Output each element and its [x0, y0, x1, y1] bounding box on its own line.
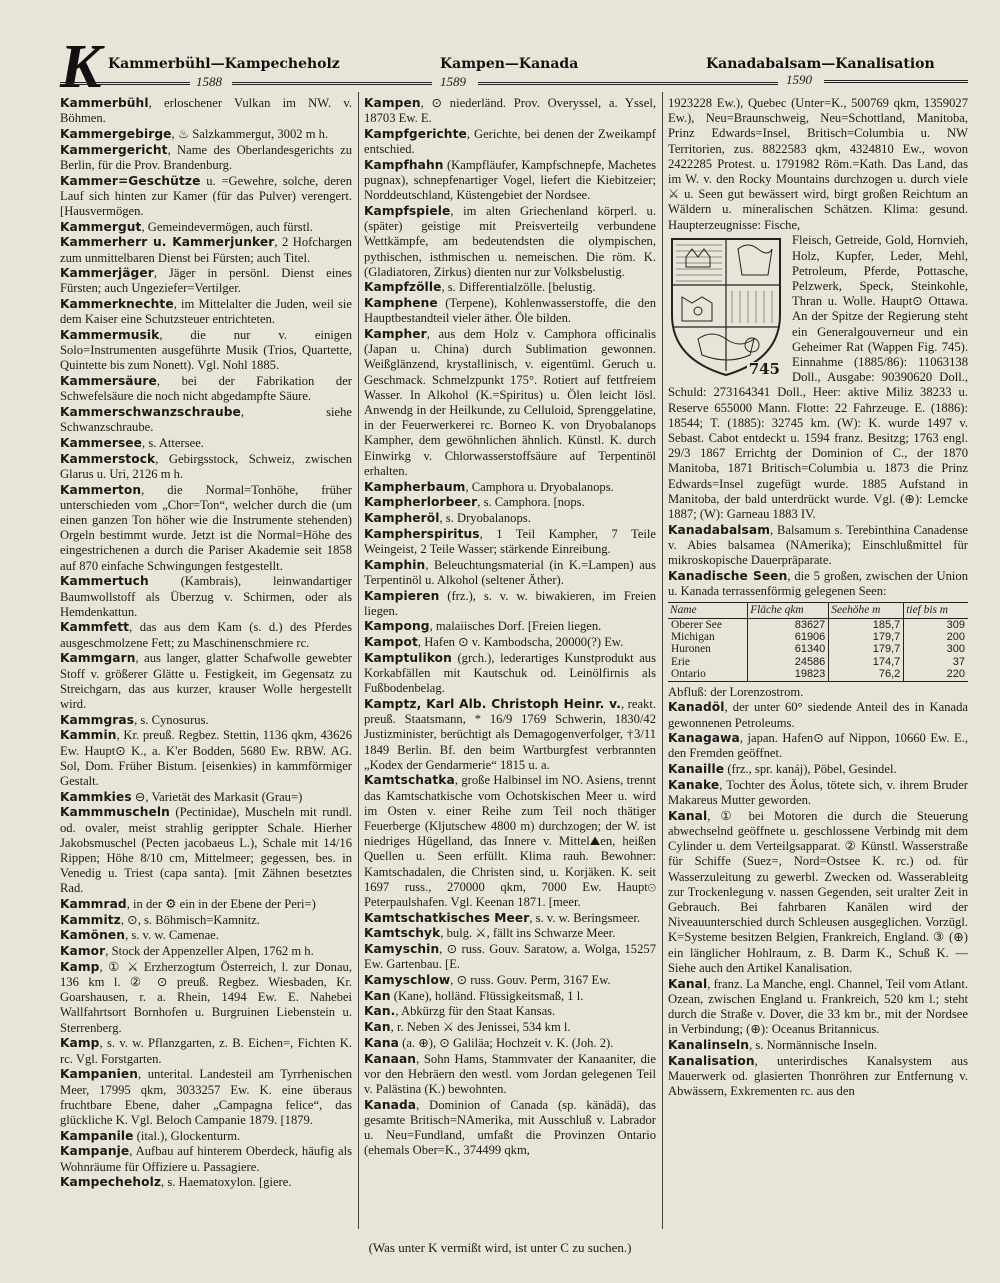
- entry-headword: Kampecheholz: [60, 1175, 162, 1190]
- entry-text: , Name des Oberlandesgerichts zu Berlin, für die Prov. Brandenburg.: [60, 142, 352, 172]
- entry-text: , japan. Hafen⊙ auf Nippon, 10660 Ew. E., den Fremden geöffnet.: [668, 731, 968, 761]
- entry-text: , bei der Fabrikation der Schwefelsäure die noch nicht abgedampfte Säure.: [60, 374, 352, 404]
- entry-text: , große Halbinsel im NO. Asiens, trennt das Kamtschatkische vom Ochotskischen Meer u. wird im Osten v. einer Reihe zum Teil noch thätiger Feuerberge (Kljutschew 4800 m) durchzogen; der W. ist niedriges Hügelland, das Innere v. Mittel⛰en, heißen Quellen u. Seen erfüllt. Klima rauh. Bewohner: Kamtschadalen, die Christen sind, u. Korjäken. K. seit 1697 russ., 270000 qkm, 7000 Ew. Haupt⊙ Peterpaulshafen. Vgl. Keenan 1871. [meer.: [364, 773, 656, 910]
- table-cell: 83627: [748, 618, 829, 631]
- page-number-left: 1588: [196, 74, 222, 89]
- entry-headword: Kampfgerichte: [364, 126, 467, 141]
- entry-text: u. =Gewehre, solche, deren Lauf sich hinten zur Kamer (für das Pulver) verengert. [Hausvermögen.: [60, 173, 352, 218]
- entry-text: , in der ⚙ ein in der Ebene der Peri=): [126, 897, 316, 912]
- entry-text: , Hafen ⊙ v. Kambodscha, 20000(?) Ew.: [417, 635, 624, 650]
- dictionary-entry: [364, 296, 656, 326]
- entry-headword: Kammerton: [60, 482, 142, 497]
- entry-text: (Kambrais), leinwandartiger Baumwollstoff als Überzug v. Schirmen, oder als Hemdenkattun.: [60, 574, 352, 619]
- entry-headword: Kampen: [364, 96, 421, 110]
- entry-text: , Camphora u. Dryobalanops.: [465, 479, 614, 494]
- entry-text: , Kr. preuß. Regbez. Stettin, 1136 qkm, 43626 Ew. Haupt⊙ K., a. K'er Bodden, 5680 Ew. RBW. AG. Sol, Dom. Früher Bistum. [eisenkies) in kammförmiger Gestalt.: [60, 728, 352, 788]
- entry-text: , reakt. preuß. Staatsmann, * 16/9 1769 Schwerin, 1830/42 Justizminister, berüchtigt als Demagogenverfolger, †3/11 1849 Berlin. Bf. den beim Wartburgfest verbrannten „Kodex der Gendarmerie“ 1815 u. a.: [364, 696, 656, 772]
- header-rule-left-b: [232, 82, 432, 85]
- coat-of-arms-canada: [668, 235, 784, 379]
- entry-text: , s. v. w. Beringsmeer.: [529, 910, 641, 925]
- table-cell: 24586: [748, 656, 829, 668]
- dictionary-entry: [668, 1054, 968, 1100]
- figure-number: 745: [748, 360, 780, 379]
- dictionary-entry: [60, 266, 352, 296]
- entry-text: , bulg. ⚔, fällt ins Schwarze Meer.: [440, 926, 616, 941]
- dictionary-entry: [668, 809, 968, 976]
- table-cell: 19823: [748, 668, 829, 681]
- table-header-cell: Fläche qkm: [748, 603, 829, 618]
- dictionary-entry: [60, 944, 352, 959]
- entry-text: , aus langer, glatter Schafwolle gewebter Stoff v. größerer Glätte u. Festigkeit, im Gegensatz zu Streichgarn, das aus kurzer, krauser Wolle hergestellt wird.: [60, 651, 352, 711]
- table-cell: 61340: [748, 643, 829, 655]
- entry-headword: Kammin: [60, 728, 117, 743]
- dictionary-entry: [364, 1004, 656, 1019]
- entry-text: (frz.), s. v. w. biwakieren, im Freien liegen.: [364, 588, 656, 618]
- entry-headword: Kammrad: [60, 897, 127, 912]
- dictionary-entry: [60, 405, 352, 435]
- table-row: [668, 631, 968, 643]
- dictionary-entry: [364, 1098, 656, 1159]
- dictionary-entry: [364, 1020, 656, 1035]
- entry-headword: Kamp: [60, 959, 100, 974]
- entry-text: (frz., spr. kanáj), Pöbel, Gesindel.: [724, 762, 897, 777]
- dictionary-entry: [60, 483, 352, 574]
- dictionary-entry: [668, 685, 968, 700]
- dictionary-entry: [364, 527, 656, 557]
- dictionary-entry: [60, 790, 352, 805]
- entry-headword: Kampher: [364, 327, 427, 342]
- entry-text: , Gemeindevermögen, auch fürstl.: [141, 219, 313, 234]
- entry-text: (Kane), holländ. Flüssigkeitsmaß, 1 l.: [390, 988, 584, 1003]
- dictionary-entry: [668, 569, 968, 599]
- dictionary-entry: [60, 651, 352, 712]
- entry-text: Fleisch, Getreide, Gold, Hornvieh, Holz, Kupfer, Leder, Mehl, Petroleum, Pferde, Pottasche, Pelzwerk, Speck, Steinkohle, Thran u. Wolle. Haupt⊙ Ottawa. An der Spitze der Regierung steht ein Generalgouverneur und ein Geheimer Rat (Wappen Fig. 745). Einnahme (1885/86): 11063138 Doll., Ausgabe: 90390620 Doll., Schuld: 273164341 Doll., Heer: aktive Miliz 38233 u. Reserve 655000 Mann. Flotte: 22 Fahrzeuge. E. (1886): 18544; T. (1885): 32745 km. (W): K. wurde 1497 v. Sebast. Cabot entdeckt u. 1594 franz. Besitzg; 1763 engl. 29/3 1867 Errichtg der Dominion of C., der 1870 Manitoba, 1871 Britisch=Columbia u. 1873 die Prinz Edwards=Insel zugefügt wurde. 1885 Aufstand in Manitoba, der bald unterdrückt wurde. Vgl. (⊕): Lemcke 1887; (W): Garneau 1883 IV.: [668, 233, 968, 521]
- dictionary-entry: [364, 989, 656, 1004]
- entry-headword: Kampherlorbeer: [364, 495, 478, 510]
- entry-headword: Kammertuch: [60, 574, 149, 589]
- dictionary-entry: [60, 960, 352, 1036]
- column-1: [60, 96, 352, 1235]
- entry-text: , Dominion of Canada (sp. känädä), das gesamte Britisch=NAmerika, mit Ausschluß v. Labrador u. Neu=Fundland, umfaßt die Provinzen Ontario (ehemals Ober=K., 374499 qkm,: [364, 1097, 656, 1158]
- entry-text: , im alten Griechenland körperl. u. (später) geistige mit Preisverteilg verbundene Wettkämpfe, am bedeutendsten die olympischen, pythischen, isthmischen u. nemeischen. Die röm. K. (Gladiatoren, Zirkus) dienten nur zur Volksbelustig.: [364, 203, 656, 279]
- dictionary-entry: [60, 374, 352, 404]
- entry-headword: Kanake: [668, 777, 720, 792]
- entry-headword: Kammerschwanzschraube: [60, 405, 241, 420]
- entry-headword: Kampot: [364, 635, 418, 650]
- entry-text: , malaiisches Dorf. [Freien liegen.: [429, 619, 602, 634]
- entry-text: , Sohn Hams, Stammvater der Kanaaniter, die vor den Hebräern den westl. vom Jordan gelegenen Teil v. Palästina (K.) bewohnten.: [364, 1051, 656, 1096]
- dictionary-entry: [60, 127, 352, 142]
- table-cell: 309: [904, 618, 968, 631]
- dictionary-entry: [364, 480, 656, 495]
- dictionary-entry: [364, 327, 656, 479]
- entry-headword: Kammgarn: [60, 651, 136, 666]
- table-cell: 76,2: [829, 668, 904, 681]
- dictionary-entry: [668, 977, 968, 1038]
- entry-text: , erloschener Vulkan im NW. v. Böhmen.: [60, 96, 352, 126]
- entry-text: , unterital. Landesteil am Tyrrhenischen Meer, 17995 qkm, 3033257 Ew. K. eine überaus fruchtbare Ebene, daher „Campagna felice“, das glückliche K. Vgl. Beloch Campanie 1879. [1879.: [60, 1067, 352, 1127]
- table-header-cell: Seehöhe m: [829, 603, 904, 618]
- entry-text: , r. Neben ⚔ des Jenissei, 534 km l.: [390, 1020, 571, 1035]
- entry-text: , Tochter des Äolus, tötete sich, v. ihrem Bruder Makareus Mutter geworden.: [668, 777, 968, 808]
- dictionary-entry: [668, 96, 968, 233]
- table-cell: 300: [904, 643, 968, 655]
- dictionary-entry: [364, 1052, 656, 1098]
- entry-headword: Kammkies: [60, 789, 132, 804]
- dictionary-entry: [364, 635, 656, 650]
- dictionary-entry: [60, 913, 352, 928]
- dictionary-entry: [364, 96, 656, 126]
- dictionary-entry: [60, 452, 352, 482]
- entry-headword: Kamtschatka: [364, 773, 455, 788]
- entry-text: , Jäger in persönl. Dienst eines Fürsten; auch Ungeziefer=Vertilger.: [60, 266, 352, 296]
- entry-headword: Kammmuscheln: [60, 805, 170, 820]
- column-2: [364, 96, 656, 1235]
- entry-headword: Kanaille: [668, 762, 725, 777]
- center-running-head: Kampen—Kanada: [440, 56, 579, 72]
- entry-headword: Kammergut: [60, 219, 142, 234]
- entry-text: (a. ⊕), ⊙ Galiläa; Hochzeit v. K. (Joh. 2).: [398, 1035, 614, 1050]
- table-cell: 37: [904, 656, 968, 668]
- dictionary-entry: [60, 713, 352, 728]
- dictionary-entry: [60, 143, 352, 173]
- header-rule-right: [824, 80, 968, 83]
- entry-headword: Kamtschyk: [364, 926, 441, 941]
- entry-headword: Kanadische Seen: [668, 568, 788, 583]
- entry-text: (Terpene), Kohlenwasserstoffe, die den Hauptbestandteil vieler äther. Öle bilden.: [364, 296, 656, 326]
- dictionary-entry: [364, 511, 656, 526]
- entry-headword: Kampong: [364, 619, 430, 634]
- entry-headword: Kampieren: [364, 588, 440, 603]
- dictionary-entry: [60, 220, 352, 235]
- table-cell: Oberer See: [671, 618, 722, 631]
- entry-headword: Kammergericht: [60, 142, 168, 157]
- table-row: [668, 656, 968, 668]
- entry-headword: Kamp: [60, 1036, 100, 1051]
- dictionary-entry: [60, 928, 352, 943]
- page-number-center: 1589: [440, 74, 466, 89]
- header-rule-center: [478, 82, 778, 85]
- dictionary-entry: [60, 235, 352, 265]
- entry-headword: Kampherbaum: [364, 479, 466, 494]
- entry-text: , 1 Teil Kampher, 7 Teile Weingeist, 2 Teile Wasser; stärkende Einreibung.: [364, 526, 656, 556]
- entry-text: , s. v. w. Camenae.: [125, 928, 219, 943]
- column-3: [668, 96, 968, 1235]
- table-header-cell: Name: [668, 603, 748, 618]
- entry-text: , s. Dryobalanops.: [439, 510, 531, 525]
- entry-headword: Kampanien: [60, 1067, 139, 1082]
- entry-text: , ⊙, s. Böhmisch=Kamnitz.: [120, 912, 260, 927]
- dictionary-entry: [364, 773, 656, 910]
- table-cell: Huronen: [671, 643, 711, 656]
- entry-headword: Kammerjäger: [60, 266, 154, 281]
- entry-headword: Kammerstock: [60, 451, 156, 466]
- entry-text: (Pectinidae), Muscheln mit rundl. od. ovaler, meist strahlig gerippter Schale. Hierher Jakobsmuschel (Pecten jacobaeus L.), Schale mit 14/16 Rippen; Höhe 8/10 cm, Mittelmeer; gegessen, bes. in Venedig u. Triest (capa santa). [mit Zähnen besetztes Rad.: [60, 805, 352, 896]
- great-lakes-table: [668, 602, 968, 681]
- entry-headword: Kamphene: [364, 296, 438, 311]
- entry-headword: Kamtschatkisches Meer: [364, 910, 530, 925]
- dictionary-entry: [668, 762, 968, 777]
- section-initial-letter: K: [60, 33, 102, 101]
- entry-headword: Kamönen: [60, 928, 126, 943]
- page-number-right: 1590: [786, 72, 812, 87]
- entry-text: , ♨ Salzkammergut, 3002 m h.: [171, 126, 329, 141]
- entry-headword: Kanaan: [364, 1051, 417, 1066]
- dictionary-entry: [60, 328, 352, 374]
- entry-headword: Kamphin: [364, 557, 426, 572]
- entry-text: , siehe Schwanzschraube.: [60, 405, 352, 435]
- dictionary-entry: [60, 1144, 352, 1174]
- table-cell: 200: [904, 631, 968, 643]
- entry-headword: Kammerherr u. Kammerjunker: [60, 235, 275, 250]
- entry-headword: Kampfzölle: [364, 280, 442, 295]
- entry-headword: Kampanile: [60, 1128, 134, 1143]
- entry-headword: Kamptz, Karl Alb. Christoph Heinr. v.: [364, 696, 621, 711]
- dictionary-entry: [60, 96, 352, 126]
- entry-text: , Gebirgsstock, Schweiz, zwischen Glarus u. Uri, 2126 m h.: [60, 451, 352, 481]
- entry-headword: Kammersäure: [60, 374, 157, 389]
- entry-text: , Gerichte, bei denen der Zweikampf entschied.: [364, 126, 656, 157]
- entry-text: , unterirdisches Kanalsystem aus Mauerwerk od. glasierten Thonröhren zur Entfernung v. Abwässern, Exkrementen rc. aus den: [668, 1053, 968, 1098]
- dictionary-entry: [60, 1036, 352, 1066]
- dictionary-entry: [364, 619, 656, 634]
- table-cell: 179,7: [829, 643, 904, 655]
- entry-text: , ⊙ russ. Gouv. Perm, 3167 Ew.: [450, 973, 611, 988]
- entry-headword: Kan: [364, 1020, 391, 1035]
- entry-headword: Kan.: [364, 1004, 396, 1019]
- entry-text: , s. Normännische Inseln.: [749, 1037, 878, 1052]
- entry-headword: Kanal: [668, 808, 708, 823]
- dictionary-entry: [364, 158, 656, 204]
- entry-text: , die 5 großen, zwischen der Union u. Kanada terrassenförmig gelegenen Seen:: [668, 568, 968, 598]
- dictionary-entry: [364, 973, 656, 988]
- table-cell: Michigan: [671, 631, 715, 644]
- entry-headword: Kamyschin: [364, 942, 440, 957]
- entry-text: (Kampfläufer, Kampfschnepfe, Machetes pugnax), schnepfenartiger Vogel, liefert die Kiebitzeier; Norddeutschland, Küstengebiet der Nordsee.: [364, 157, 656, 203]
- entry-text: , der unter 60° siedende Anteil des in Kanada gewonnenen Petroleums.: [668, 700, 968, 730]
- left-running-head: Kammerbühl—Kampecheholz: [108, 56, 340, 72]
- dictionary-entry: [364, 495, 656, 510]
- entry-text: , s. v. w. Pflanzgarten, z. B. Eichen=, Fichten K. rc. Vgl. Forstgarten.: [60, 1036, 352, 1066]
- dictionary-entry: [364, 127, 656, 157]
- entry-headword: Kamyschlow: [364, 973, 451, 988]
- entry-text: (ital.), Glockenturm.: [133, 1128, 241, 1143]
- entry-text: , Aufbau auf hinterem Oberdeck, häufig als Wohnräume für Offiziere u. Passagiere.: [60, 1144, 352, 1174]
- entry-text: , Beleuchtungsmaterial (in K.=Lampen) aus Terpentinöl u. Alkohol (seltener Äther).: [364, 557, 656, 587]
- dictionary-entry: [60, 620, 352, 650]
- entry-headword: Kampfhahn: [364, 157, 444, 172]
- entry-headword: Kanalisation: [668, 1053, 755, 1068]
- table-row: [668, 643, 968, 655]
- entry-headword: Kammitz: [60, 912, 121, 927]
- entry-headword: Kammergebirge: [60, 126, 172, 141]
- entry-text: , s. Cynosurus.: [134, 712, 209, 727]
- dictionary-entry: [364, 558, 656, 588]
- entry-text: , ① bei Motoren die durch die Steuerung abwechselnd geöffnete u. geschlossene Verbindg mit dem Cylinder u. dem Verteilgsapparat. ② Künstl. Wasserstraße für Schiffe (Suez=, Nord=Ostsee K. rc.) od. für Wasserzuleitung zu gewerbl. Zwecken od. Wasserableitg zur Trockenlegung v. nassen Gegenden, seit uralter Zeit in Gebrauch. Bei fahrbaren Kanälen wird der Niveauunterschied durch Schleusen ausgeglichen. Vorzügl. K=Systeme besitzen Belgien, Frankreich, England. ③ (⊕) ein länglicher Hohlraum, z. B. Darm K., Schuß K. — Siehe auch den Artikel Kanalisation.: [668, 808, 968, 975]
- entry-headword: Kanada: [364, 1097, 417, 1112]
- dictionary-entry: [60, 1129, 352, 1144]
- entry-headword: Kampfspiele: [364, 203, 451, 218]
- dictionary-entry: [60, 1175, 352, 1190]
- dictionary-entry: [364, 926, 656, 941]
- entry-headword: Kanalinseln: [668, 1037, 750, 1052]
- table-cell: 174,7: [829, 656, 904, 668]
- entry-headword: Kammgras: [60, 712, 135, 727]
- entry-text: , aus dem Holz v. Camphora officinalis (Japan u. China) durch Sublimation gewonnen. Weißglänzend, krystallinisch, v. eigentüml. Geruch u. Geschmack. Schmelzpunkt 175°. Rotiert auf fettfreiem Wasser. In Alkohol (K.=Spiritus) u. Ölen leicht lösl. Anwendg in der Heilkunde, zu Celluloid, Sprenggelatine, in der Feuerwerkerei rc. Borneo K. von Dryobalanops Kampher, dem gewöhnlichen ähnlich. Künstl. K. durch Einwirkg v. Chlorwasserstoffsäure auf Terpentinöl erhalten.: [364, 327, 656, 478]
- entry-text: , s. Haematoxylon. [giere.: [161, 1175, 292, 1190]
- entry-headword: Kampherspiritus: [364, 526, 480, 541]
- entry-headword: Kamor: [60, 944, 106, 959]
- table-row: [668, 668, 968, 681]
- entry-headword: Kanadabalsam: [668, 522, 771, 537]
- dictionary-entry: [668, 523, 968, 569]
- table-cell: 179,7: [829, 631, 904, 643]
- table-cell: Ontario: [668, 668, 748, 681]
- entry-text: , die Normal=Tonhöhe, früher unterschieden vom „Chor=Ton“, welcher durch die (um einen ganzen Ton höher wie die Instrumente stehenden) Orgeln bestimmt wurde. Jetzt ist die Normal=Höhe des eingestrichenen a durch die Pariser Akademie seit 1858 auf 870 einfache Schwingungen festgestellt.: [60, 482, 352, 573]
- shield-icon: [668, 235, 784, 379]
- dictionary-entry: [364, 280, 656, 295]
- entry-text: , ① ⚔ Erzherzogtum Österreich, l. zur Donau, 136 km l. ② ⊙ preuß. Regbez. Wiesbaden, Kr. Goarshausen, r. a. Rhein, 1494 Ew. E. Nahebei Wallfahrtsort Bornhofen u. Burgruinen Liebenstein u. Sterrenberg.: [60, 959, 352, 1035]
- entry-headword: Kanagawa: [668, 731, 740, 746]
- entry-text: , die nur v. einigen Solo=Instrumenten ausgeführte Musik (Trios, Quartette, Quintette bis zum Nonett). Vgl. Nohl 1885.: [60, 328, 352, 373]
- dictionary-entry: [668, 700, 968, 730]
- table-header-cell: tief bis m: [904, 603, 968, 618]
- dictionary-entry: [60, 897, 352, 912]
- dictionary-entry: [60, 728, 352, 789]
- dictionary-entry: [364, 204, 656, 280]
- entry-text: (grch.), lederartiges Kunstprodukt aus Korkabfällen mit Kautschuk od. Leinölfirnis als Fußbodenbelag.: [364, 650, 656, 696]
- entry-headword: Kammermusik: [60, 328, 160, 343]
- dictionary-entry: [364, 697, 656, 773]
- dictionary-entry: [364, 651, 656, 697]
- header-rule-left-a: [60, 82, 190, 85]
- entry-text: , 2 Hofchargen zum unmittelbaren Dienst bei Fürsten; auch Titel.: [60, 235, 352, 265]
- entry-headword: Kamptulikon: [364, 650, 452, 665]
- entry-headword: Kammerbühl: [60, 96, 149, 110]
- dictionary-entry: [60, 574, 352, 620]
- entry-headword: Kammersee: [60, 435, 143, 450]
- entry-text: , Stock der Appenzeller Alpen, 1762 m h.: [105, 944, 314, 959]
- entry-headword: Kammerknechte: [60, 297, 174, 312]
- entry-headword: Kanal: [668, 976, 708, 991]
- entry-headword: Kammfett: [60, 620, 130, 635]
- dictionary-entry: [364, 942, 656, 972]
- dictionary-entry: [668, 778, 968, 808]
- entry-headword: Kammer=Geschütze: [60, 173, 201, 188]
- dictionary-entry: [60, 805, 352, 896]
- dictionary-entry: [364, 589, 656, 619]
- entry-headword: Kampheröl: [364, 510, 440, 525]
- page-footer-note: (Was unter K vermißt wird, ist unter C zu suchen.): [368, 1240, 632, 1255]
- entry-text: , das aus dem Kam (s. d.) des Pferdes ausgeschmolzene Fett; zu Maschinenschmiere rc.: [60, 620, 352, 650]
- entry-text: , s. Differentialzölle. [belustig.: [441, 280, 596, 295]
- right-running-head: Kanadabalsam—Kanalisation: [706, 56, 935, 72]
- dictionary-entry: [60, 436, 352, 451]
- entry-text: , s. Attersee.: [142, 435, 204, 450]
- entry-headword: Kana: [364, 1035, 399, 1050]
- dictionary-entry: [60, 1067, 352, 1128]
- table-cell: Erie: [671, 655, 690, 668]
- table-cell: 61906: [748, 631, 829, 643]
- entry-text: , ⊙ russ. Gouv. Saratow, a. Wolga, 15257 Ew. Gartenbau. [E.: [364, 942, 656, 972]
- entry-text: Abfluß: der Lorenzostrom.: [668, 684, 804, 699]
- dictionary-entry: [668, 1038, 968, 1053]
- entry-text: 1923228 Ew.), Quebec (Unter=K., 500769 qkm, 1359027 Ew.), Neu=Braunschweig, Neu=Schottland, Manitoba, Prinz Edwards=Insel, Britisch=Columbia u. NW Territorien, zus. 8822583 qkm, 4324810 Ew., wovon 2422285 Protest. u. 1791982 Röm.=Kath. Das Land, das im W. v. den Rocky Mountains durchzogen u. durch viele ⚔ u. Seen gut bewässert wird, birgt großen Reichtum an Wäldern u. mineralischen Schätzen. Klima: gesund. Haupterzeugnisse: Fische,: [668, 96, 968, 232]
- entry-text: , Balsamum s. Terebinthina Canadense v. Abies balsamea (NAmerika); Einschlußmittel für mikroskopische Dauerpräparate.: [668, 522, 968, 568]
- entry-headword: Kanadöl: [668, 700, 725, 715]
- entry-headword: Kan: [364, 988, 391, 1003]
- entry-headword: Kampanje: [60, 1144, 130, 1159]
- table-row: [668, 618, 968, 631]
- entry-text: , ⊙ niederländ. Prov. Overyssel, a. Yssel, 18703 Ew. E.: [364, 96, 656, 126]
- entry-text: , s. Camphora. [nops.: [477, 495, 585, 510]
- entry-text: , im Mittelalter die Juden, weil sie dem Kaiser eine Schutzsteuer entrichteten.: [60, 297, 352, 327]
- table-cell: 185,7: [829, 618, 904, 631]
- dictionary-entry: [364, 1036, 656, 1051]
- dictionary-entry: [60, 174, 352, 220]
- table-cell: 220: [904, 668, 968, 681]
- column-divider-1: [358, 92, 359, 1229]
- dictionary-entry: [60, 297, 352, 327]
- entry-text: , franz. La Manche, engl. Channel, Teil vom Atlant. Ozean, zwischen England u. Frankreich, 520 km l.; steht durch die Straße v. Dover, die 33 km br., mit der Nordsee in Verbindung; (⊕): Oceanus Britannicus.: [668, 976, 968, 1037]
- entry-text: ⊖, Varietät des Markasit (Grau=): [131, 789, 303, 804]
- dictionary-entry: [668, 731, 968, 761]
- dictionary-entry: [364, 911, 656, 926]
- entry-text: , Abkürzg für den Staat Kansas.: [395, 1004, 556, 1019]
- column-divider-2: [662, 92, 663, 1229]
